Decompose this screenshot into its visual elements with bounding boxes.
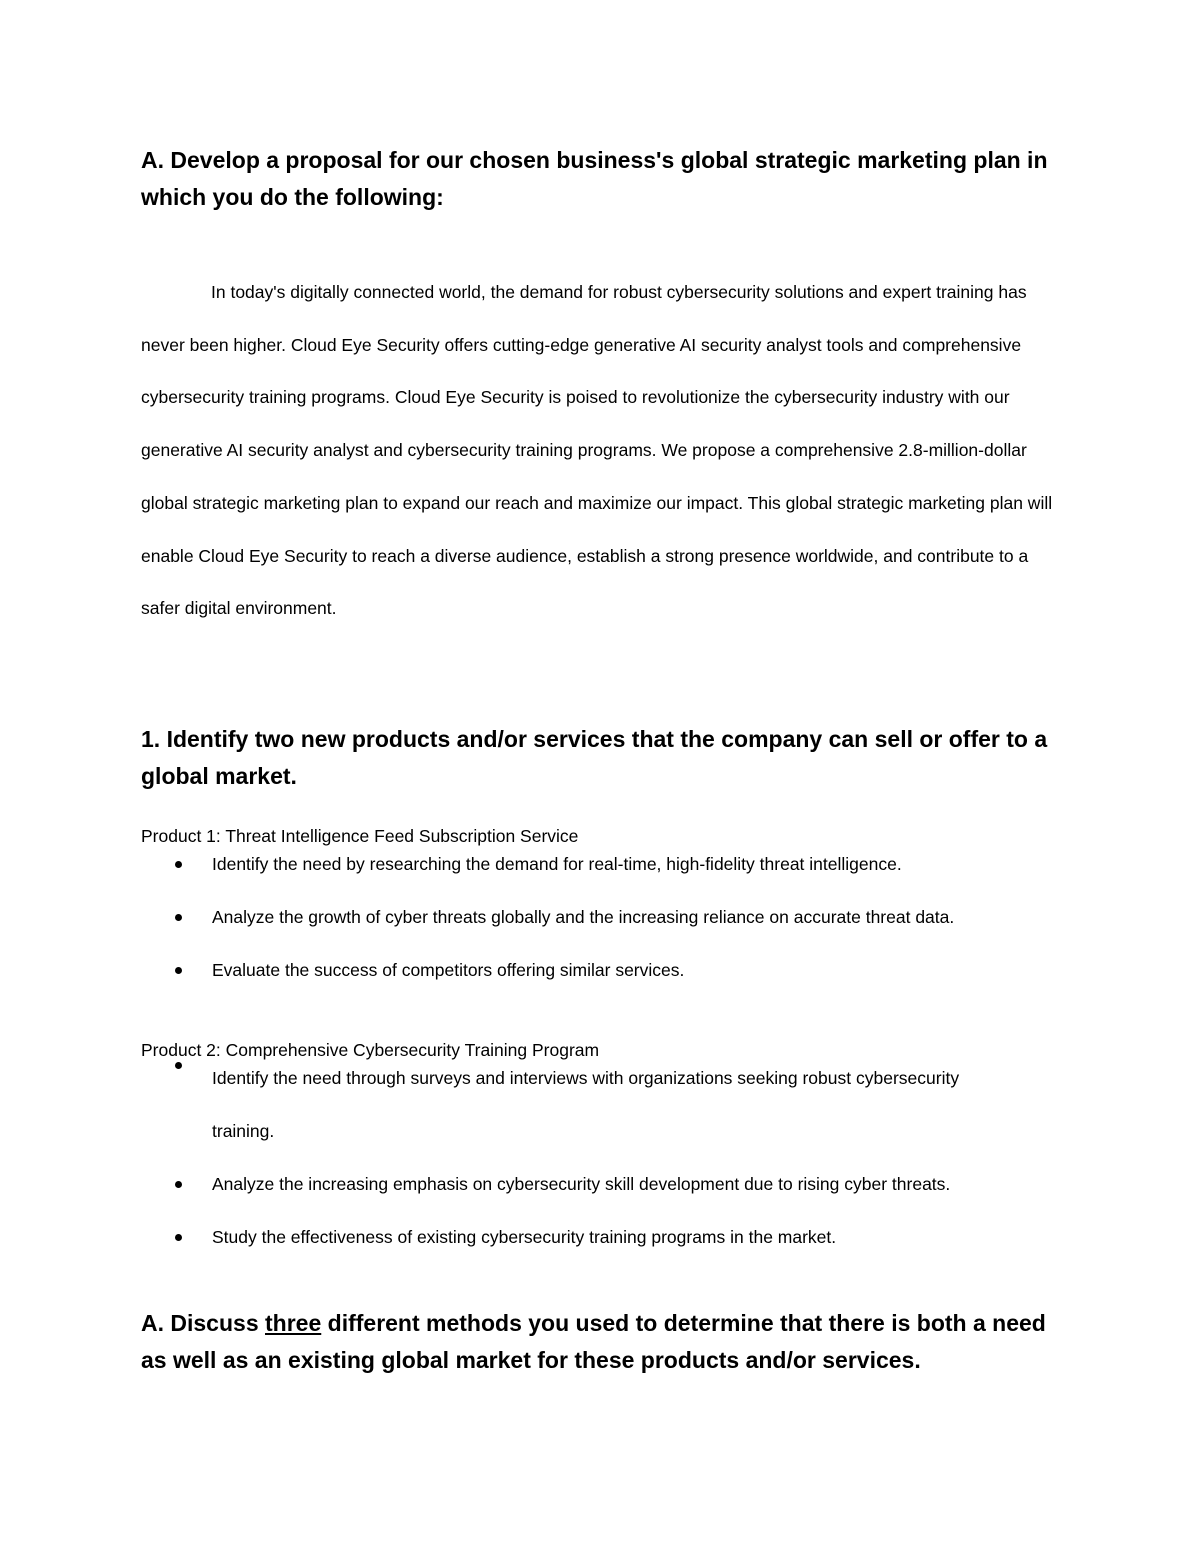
list-item — [141, 904, 1071, 931]
list-item — [141, 851, 1071, 878]
list-item — [141, 1171, 1071, 1198]
heading-prefix: A. Discuss — [141, 1310, 265, 1336]
bullet-icon — [175, 861, 182, 868]
list-item — [141, 1052, 1012, 1158]
heading-suffix: different methods you used to determine that there is both a need as well as an existing global market for these products and/or services. — [141, 1310, 1046, 1373]
list-item — [141, 957, 1071, 984]
bullet-icon — [175, 967, 182, 974]
list-item-text: Identify the need by researching the demand for real-time, high-fidelity threat intelligence. — [212, 854, 902, 874]
bullet-icon — [175, 1181, 182, 1188]
list-item-text: Study the effectiveness of existing cybersecurity training programs in the market. — [212, 1227, 837, 1247]
list-item — [141, 1224, 1071, 1251]
list-item-text: Analyze the increasing emphasis on cybersecurity skill development due to rising cyber threats. — [212, 1174, 951, 1194]
intro-paragraph: In today's digitally connected world, the demand for robust cybersecurity solutions and expert training has never been higher. Cloud Eye Security offers cutting-edge generative AI security analyst tools and comprehensive cybersecurity training programs. Cloud Eye Security is poised to revolutionize the cybersecurity industry with our generative AI security analyst and cybersecurity training programs. We propose a comprehensive 2.8-million-dollar global strategic marketing plan to expand our reach and maximize our impact. This global strategic marketing plan will enable Cloud Eye Security to reach a diverse audience, establish a strong presence worldwide, and contribute to a safer digital environment. — [141, 282, 1053, 619]
bullet-icon — [175, 1062, 182, 1069]
section-heading-1: 1. Identify two new products and/or services that the company can sell or offer to a global market. — [141, 726, 1048, 789]
bullet-icon — [175, 1234, 182, 1241]
product-1-label: Product 1: Threat Intelligence Feed Subscription Service — [141, 826, 579, 846]
section-heading-discuss — [141, 1305, 1071, 1379]
product-2-bullet-list — [141, 1065, 1071, 1277]
heading-underlined-word: three — [265, 1310, 322, 1336]
list-item-text: Evaluate the success of competitors offering similar services. — [212, 960, 685, 980]
section-heading-a: A. Develop a proposal for our chosen business's global strategic marketing plan in which you do the following: — [141, 147, 1048, 210]
list-item-text: Analyze the growth of cyber threats globally and the increasing reliance on accurate threat data. — [212, 907, 955, 927]
bullet-icon — [175, 914, 182, 921]
list-item-text: Identify the need through surveys and interviews with organizations seeking robust cybersecurity training. — [212, 1068, 960, 1141]
product-2-label: Product 2: Comprehensive Cybersecurity Training Program — [141, 1040, 600, 1060]
product-1-bullet-list — [141, 851, 1071, 1010]
